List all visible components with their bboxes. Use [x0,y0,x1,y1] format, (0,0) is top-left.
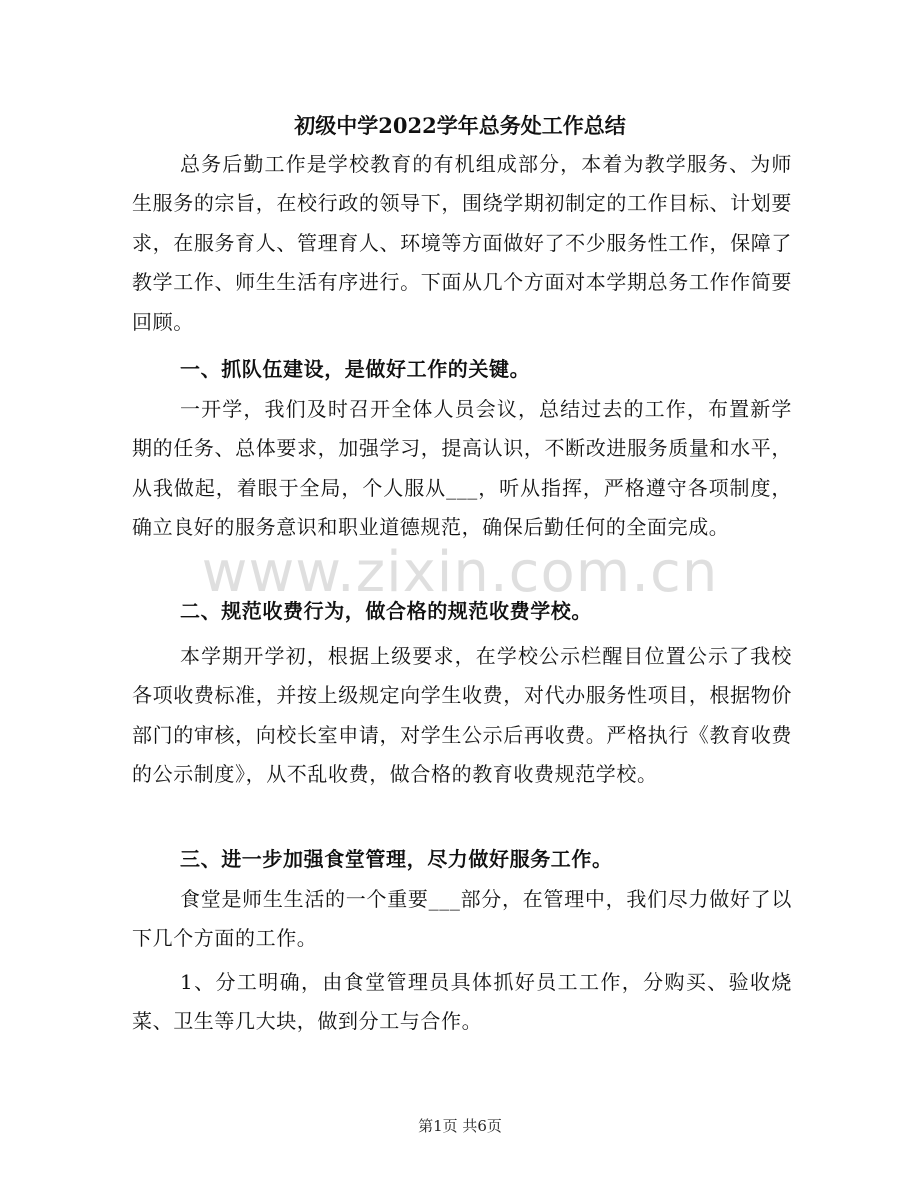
page-footer: 第1页 共6页 [418,1117,502,1135]
section-body-3: 食堂是师生生活的一个重要___部分，在管理中，我们尽力做好了以下几个方面的工作。 [132,887,792,951]
section-heading-3: 三、进一步加强食堂管理，尽力做好服务工作。 [180,847,613,871]
section-heading-1: 一、抓队伍建设，是做好工作的关键。 [180,357,531,381]
section-heading-2: 二、规范收费行为，做合格的规范收费学校。 [180,599,592,623]
intro-paragraph: 总务后勤工作是学校教育的有机组成部分，本着为教学服务、为师生服务的宗旨，在校行政的领导下，围绕学期初制定的工作目标、计划要求，在服务育人、管理育人、环境等方面做好了不少服务性工作，保障了教学工作、师生生活有序进行。下面从几个方面对本学期总务工作作简要回顾。 [132,152,792,334]
watermark: www.zixin.com.cn [201,540,719,605]
section-body-2: 本学期开学初，根据上级要求，在学校公示栏醒目位置公示了我校各项收费标准，并按上级规定向学生收费，对代办服务性项目，根据物价部门的审核，向校长室申请，对学生公示后再收费。严格执行《教育收费的公示制度》，从不乱收费，做合格的教育收费规范学校。 [132,644,792,787]
section-body-1: 一开学，我们及时召开全体人员会议，总结过去的工作，布置新学期的任务、总体要求，加强学习，提高认识，不断改进服务质量和水平，从我做起，着眼于全局，个人服从___，听从指挥，严格遵守各项制度，确立良好的服务意识和职业道德规范，确保后勤任何的全面完成。 [132,397,792,540]
document-title: 初级中学2022学年总务处工作总结 [294,113,626,138]
list-item-1: 1、分工明确，由食堂管理员具体抓好员工工作，分购买、验收烧菜、卫生等几大块，做到分工与合作。 [132,970,792,1034]
